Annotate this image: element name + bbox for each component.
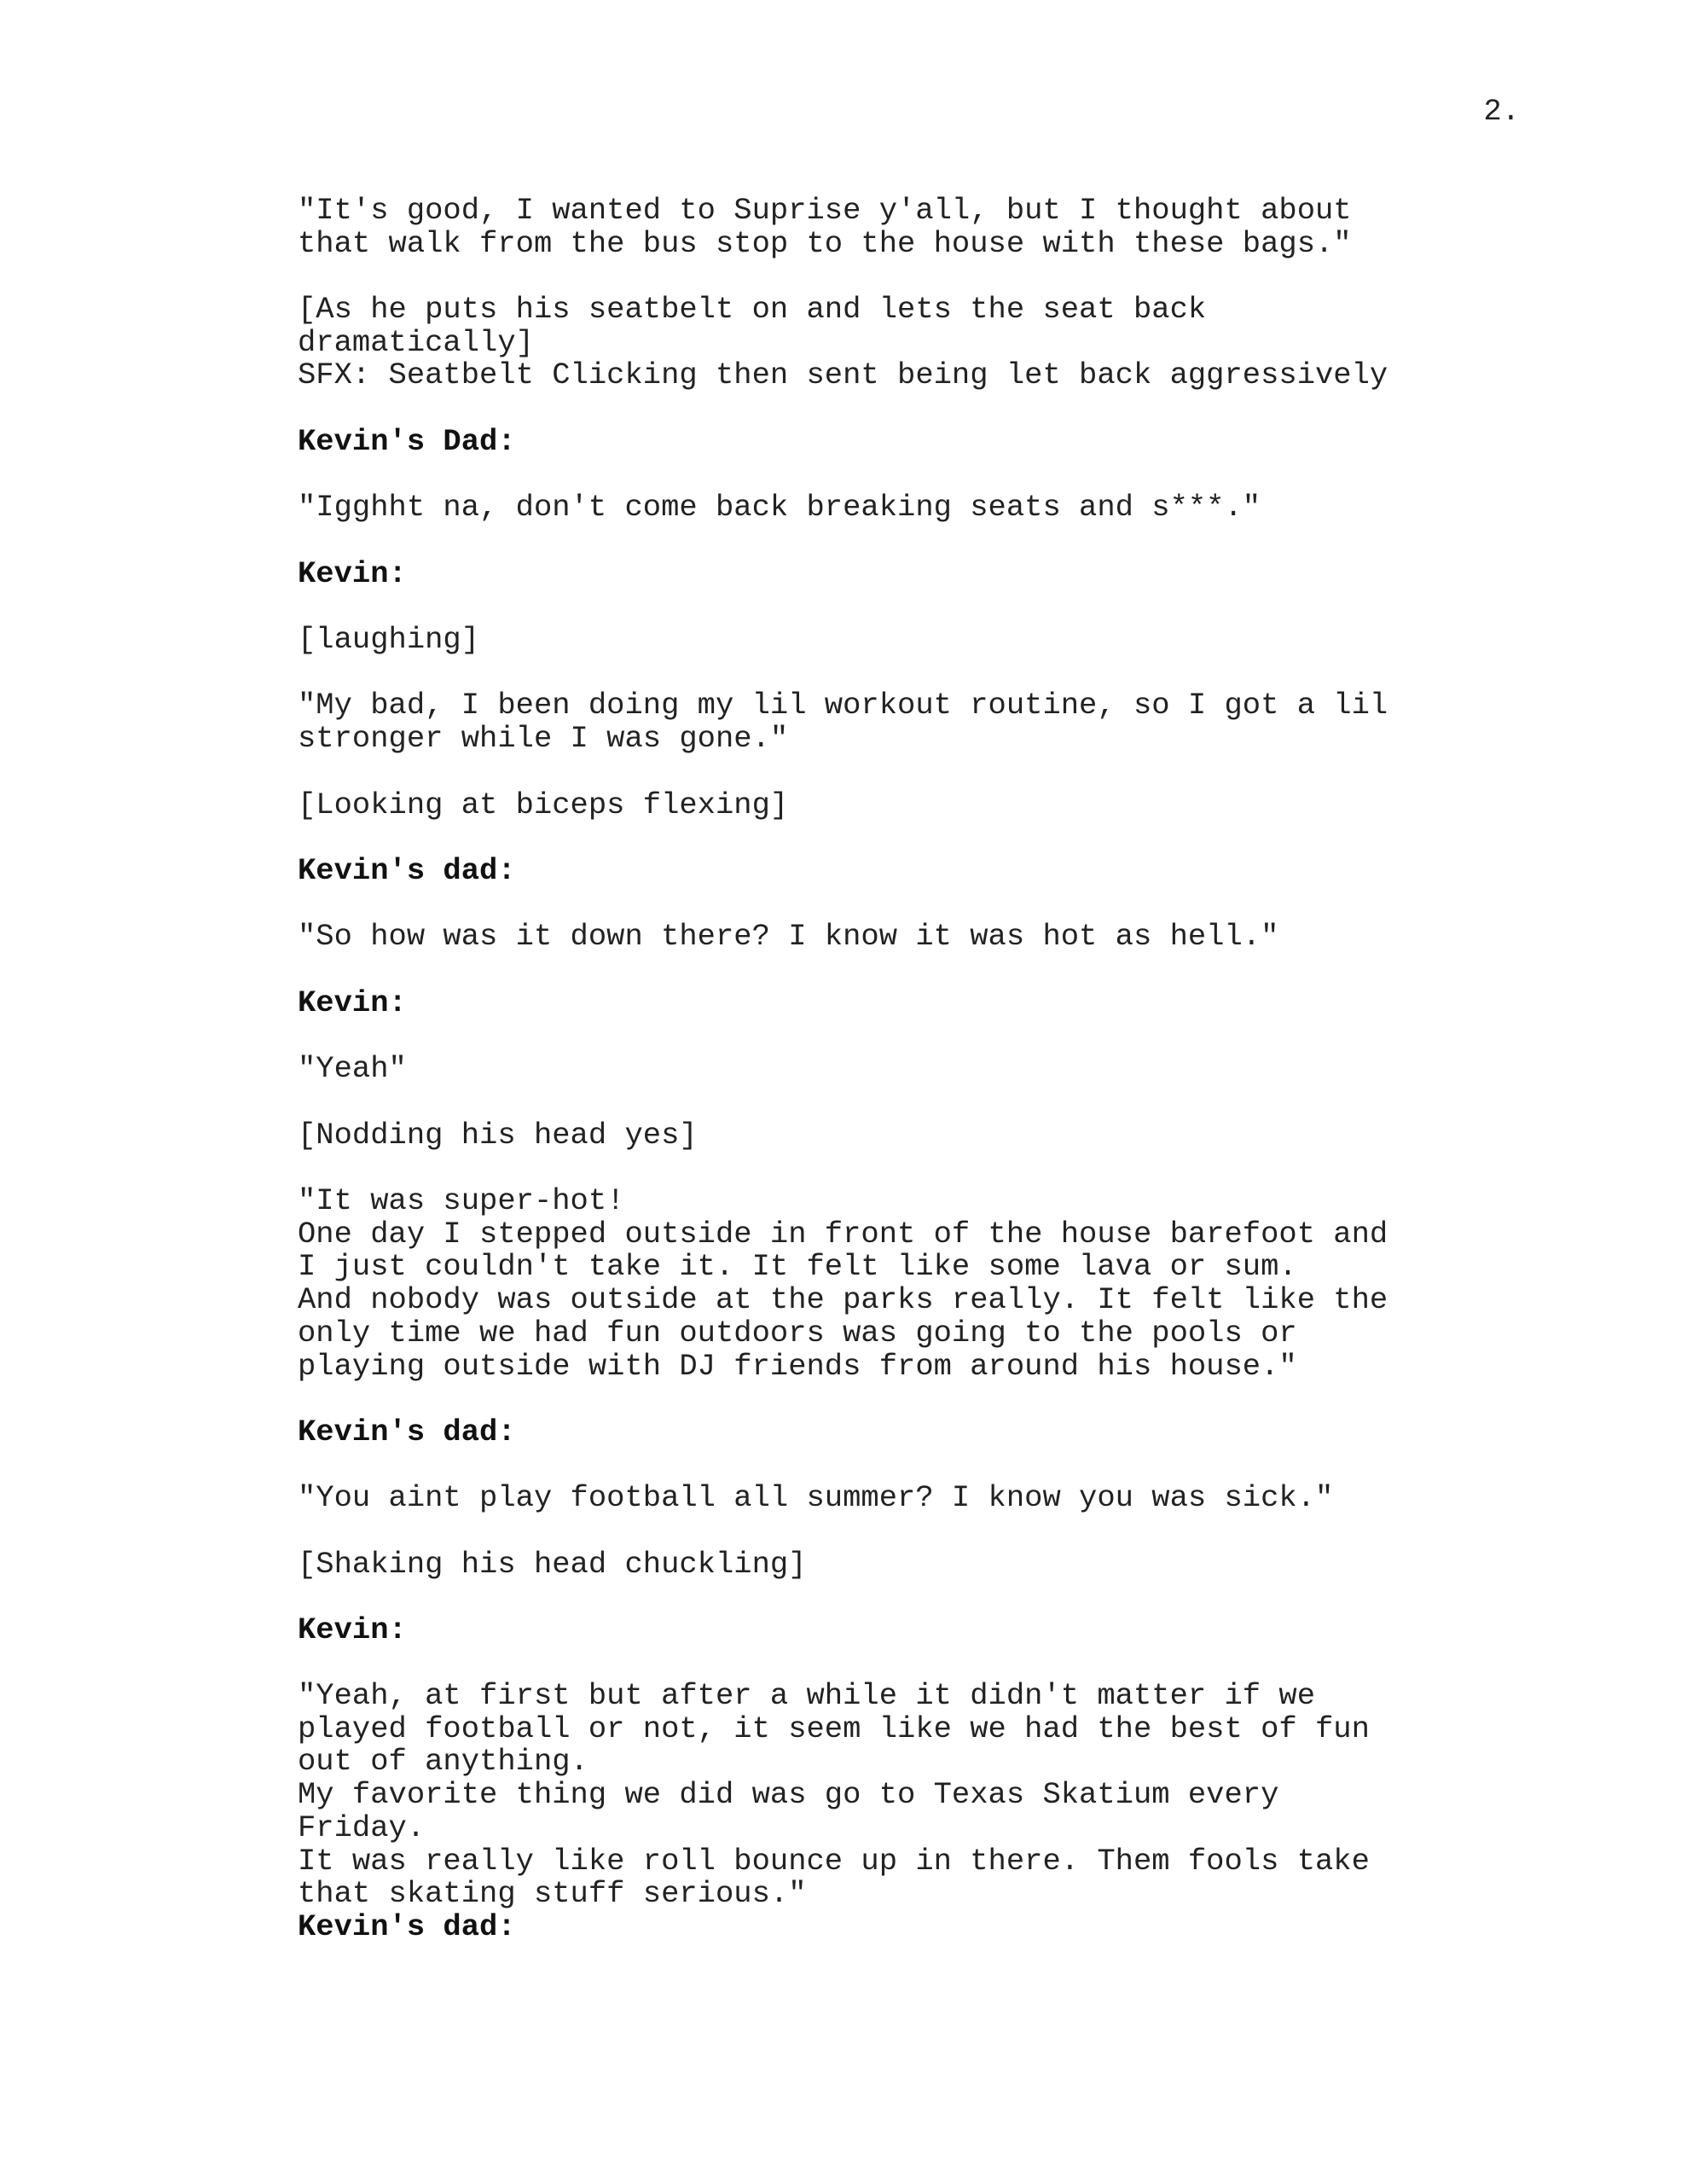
action-line: [Nodding his head yes]	[298, 1118, 698, 1153]
dialogue-line: "Igghht na, don't come back breaking seats and s***."	[298, 490, 1261, 525]
dialogue-line: "You aint play football all summer? I know you was sick."	[298, 1480, 1334, 1515]
dialogue-line: "It was super-hot! One day I stepped outside in front of the house barefoot and I just couldn't take it. It felt like some lava or sum. And nobody was outside at the parks really. It felt like the only time we had fun outdoors was going to the pools or playing outside with DJ friends from around his house."	[298, 1183, 1388, 1384]
action-line: [laughing]	[298, 622, 480, 657]
speaker-name: Kevin:	[298, 985, 407, 1020]
speaker-name: Kevin:	[298, 556, 407, 591]
dialogue-line: "So how was it down there? I know it was hot as hell."	[298, 919, 1279, 954]
action-line: [Shaking his head chuckling]	[298, 1547, 807, 1582]
speaker-name: Kevin's dad:	[298, 1909, 516, 1944]
speaker-name: Kevin's dad:	[298, 853, 516, 888]
speaker-name: Kevin:	[298, 1612, 407, 1647]
dialogue-line: "My bad, I been doing my lil workout routine, so I got a lil stronger while I was gone."	[298, 688, 1388, 756]
dialogue-line: "Yeah, at first but after a while it didn't matter if we played football or not, it seem like we had the best of fun out of anything. My favorite thing we did was go to Texas Skatium every Friday. It was really like roll bounce up in there. Them fools take that skating stuff serious."	[298, 1678, 1370, 1912]
dialogue-line: "It's good, I wanted to Suprise y'all, but I thought about that walk from the bus stop to the house with these bags."	[298, 193, 1352, 261]
action-line: [Looking at biceps flexing]	[298, 787, 789, 822]
action-line: [As he puts his seatbelt on and lets the seat back dramatically] SFX: Seatbelt Clicking then sent being let back aggressively	[298, 292, 1388, 393]
speaker-name: Kevin's dad:	[298, 1414, 516, 1449]
page-number: 2.	[1483, 94, 1520, 129]
speaker-name: Kevin's Dad:	[298, 424, 516, 459]
dialogue-line: "Yeah"	[298, 1051, 407, 1086]
